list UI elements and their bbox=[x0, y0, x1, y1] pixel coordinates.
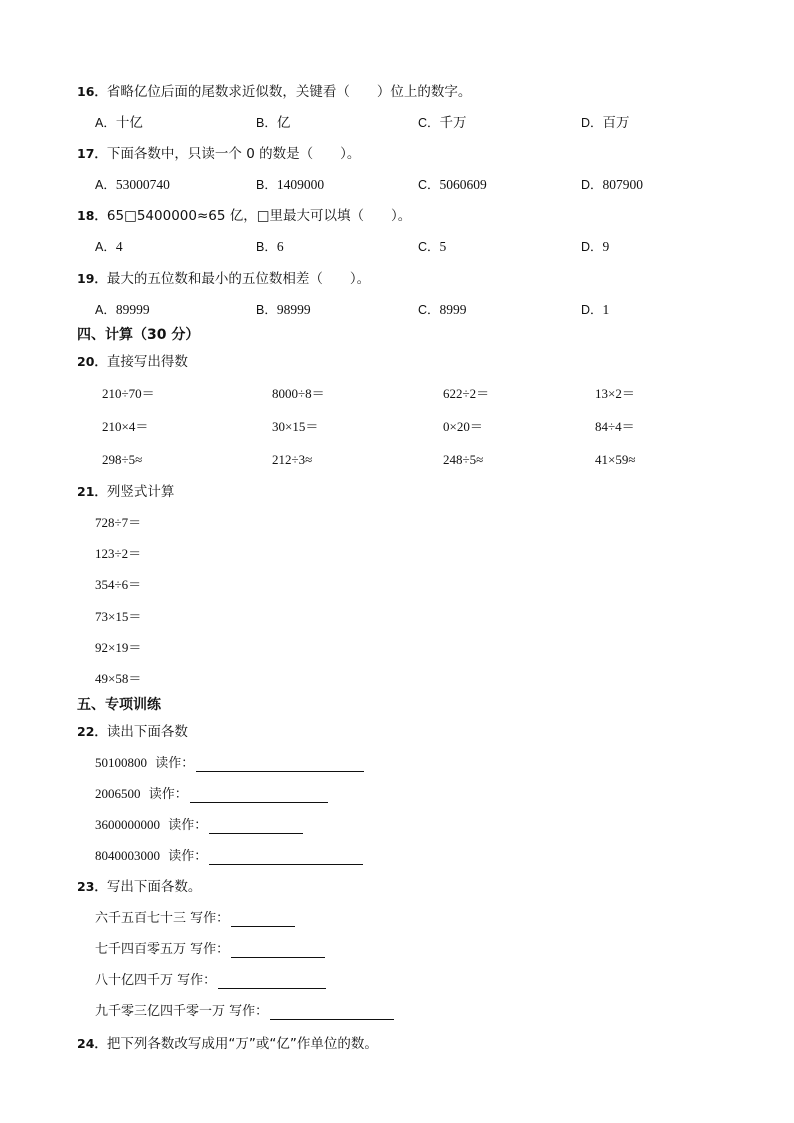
question-17 bbox=[77, 146, 360, 162]
answer-blank[interactable] bbox=[209, 850, 363, 865]
option-a[interactable]: A．53000740 bbox=[95, 177, 170, 192]
option-b[interactable]: B．98999 bbox=[256, 302, 311, 317]
option-c[interactable]: C．5060609 bbox=[418, 177, 487, 192]
question-text: 读出下面各数 bbox=[106, 724, 188, 740]
section-heading: 五、专项训练 bbox=[77, 697, 161, 713]
question-text: 直接写出得数 bbox=[106, 354, 188, 370]
question-number: 24． bbox=[77, 1036, 107, 1051]
question-23 bbox=[77, 879, 201, 895]
question-number: 20． bbox=[77, 354, 107, 369]
answer-blank[interactable] bbox=[270, 1005, 394, 1020]
question-text: 把下列各数改写成用“万”或“亿”作单位的数。 bbox=[106, 1036, 378, 1052]
question-20 bbox=[77, 354, 188, 370]
option-b[interactable]: B．亿 bbox=[256, 115, 291, 131]
question-text: 省略亿位后面的尾数求近似数，关键看（ ）位上的数字。 bbox=[106, 84, 472, 100]
option-a[interactable]: A．十亿 bbox=[95, 115, 143, 131]
question-number: 18． bbox=[77, 208, 107, 223]
option-a[interactable]: A．89999 bbox=[95, 302, 150, 317]
calc-item: 354÷6＝ bbox=[95, 577, 142, 592]
section-heading: 四、计算（30 分） bbox=[77, 327, 200, 343]
calc-item: 73×15＝ bbox=[95, 609, 142, 624]
read-item: 2006500 读作： bbox=[95, 786, 328, 803]
calc-item: 210×4＝ bbox=[102, 419, 149, 434]
calc-item: 728÷7＝ bbox=[95, 515, 142, 530]
option-d[interactable]: D．1 bbox=[581, 302, 610, 317]
answer-blank[interactable] bbox=[218, 974, 326, 989]
question-text: 下面各数中，只读一个 0 的数是（ ）。 bbox=[106, 146, 361, 162]
question-19 bbox=[77, 271, 370, 287]
calc-item: 13×2＝ bbox=[595, 386, 635, 401]
calc-item: 84÷4＝ bbox=[595, 419, 635, 434]
calc-item: 212÷3≈ bbox=[272, 452, 313, 467]
answer-blank[interactable] bbox=[231, 912, 295, 927]
option-d[interactable]: D．百万 bbox=[581, 115, 630, 131]
question-number: 19． bbox=[77, 271, 107, 286]
question-number: 22． bbox=[77, 724, 107, 739]
option-d[interactable]: D．807900 bbox=[581, 177, 644, 192]
option-a[interactable]: A．4 bbox=[95, 239, 123, 254]
question-text: 65□5400000≈65 亿，□里最大可以填（ ）。 bbox=[106, 208, 412, 224]
read-item: 3600000000 读作： bbox=[95, 817, 303, 834]
option-d[interactable]: D．9 bbox=[581, 239, 610, 254]
write-item: 八十亿四千万 写作： bbox=[95, 973, 326, 989]
calc-item: 41×59≈ bbox=[595, 452, 636, 467]
option-b[interactable]: B．6 bbox=[256, 239, 284, 254]
question-number: 16． bbox=[77, 84, 107, 99]
option-c[interactable]: C．5 bbox=[418, 239, 447, 254]
question-number: 23． bbox=[77, 879, 107, 894]
calc-item: 298÷5≈ bbox=[102, 452, 143, 467]
calc-item: 8000÷8＝ bbox=[272, 386, 325, 401]
question-21 bbox=[77, 484, 174, 500]
write-item: 九千零三亿四千零一万 写作： bbox=[95, 1004, 394, 1020]
question-text: 写出下面各数。 bbox=[106, 879, 202, 895]
option-b[interactable]: B．1409000 bbox=[256, 177, 325, 192]
question-24 bbox=[77, 1036, 378, 1052]
option-c[interactable]: C．千万 bbox=[418, 115, 467, 131]
read-item: 8040003000 读作： bbox=[95, 848, 363, 865]
question-number: 21． bbox=[77, 484, 107, 499]
answer-blank[interactable] bbox=[196, 757, 364, 772]
write-item: 六千五百七十三 写作： bbox=[95, 911, 295, 927]
calc-item: 622÷2＝ bbox=[443, 386, 490, 401]
question-text: 列竖式计算 bbox=[106, 484, 175, 500]
answer-blank[interactable] bbox=[190, 788, 328, 803]
question-16 bbox=[77, 84, 471, 100]
calc-item: 49×58＝ bbox=[95, 671, 142, 686]
write-item: 七千四百零五万 写作： bbox=[95, 942, 325, 958]
answer-blank[interactable] bbox=[231, 943, 325, 958]
question-18 bbox=[77, 208, 411, 224]
question-22 bbox=[77, 724, 188, 740]
question-text: 最大的五位数和最小的五位数相差（ ）。 bbox=[106, 271, 371, 287]
calc-item: 123÷2＝ bbox=[95, 546, 142, 561]
answer-blank[interactable] bbox=[209, 819, 303, 834]
read-item: 50100800 读作： bbox=[95, 755, 364, 772]
calc-item: 92×19＝ bbox=[95, 640, 142, 655]
calc-item: 210÷70＝ bbox=[102, 386, 155, 401]
calc-item: 30×15＝ bbox=[272, 419, 319, 434]
calc-item: 248÷5≈ bbox=[443, 452, 484, 467]
option-c[interactable]: C．8999 bbox=[418, 302, 467, 317]
calc-item: 0×20＝ bbox=[443, 419, 483, 434]
question-number: 17． bbox=[77, 146, 107, 161]
